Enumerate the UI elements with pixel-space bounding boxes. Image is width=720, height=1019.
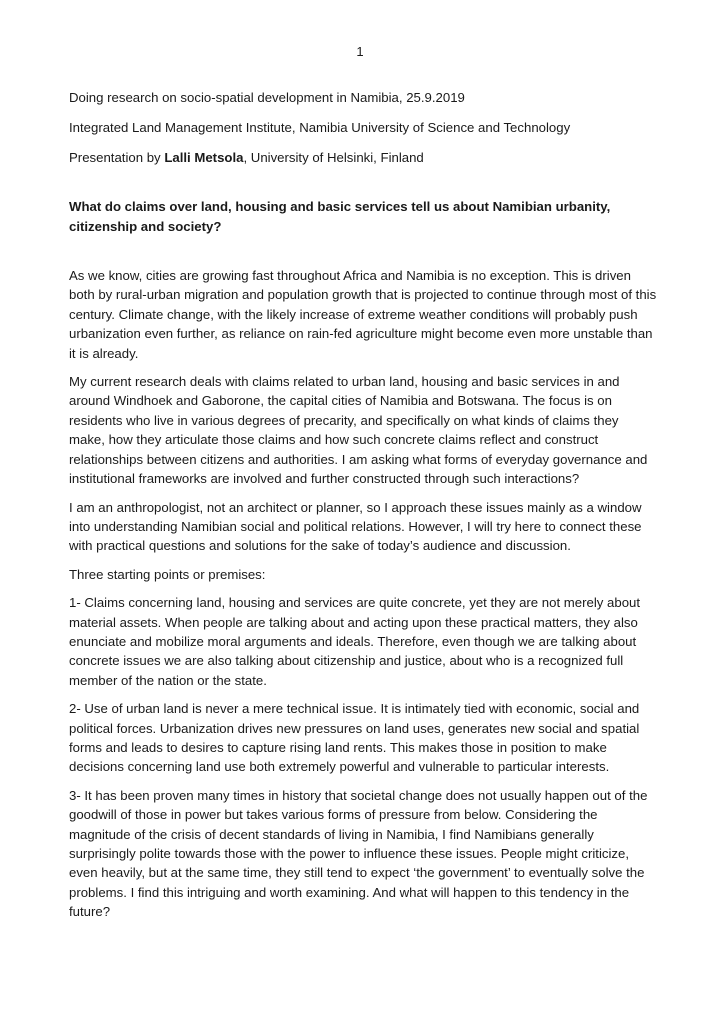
- institute-line: Integrated Land Management Institute, Namibia University of Science and Technology: [69, 119, 571, 135]
- presenter-line: [69, 148, 657, 167]
- paragraph-anthropologist: I am an anthropologist, not an architect or planner, so I approach these issues mainly as a window into understanding Namibian social and political relations. However, I will try here to connect these with practical questions and solutions for the sake of today’s audience and discussion.: [69, 499, 642, 554]
- presenter-affiliation: , University of Helsinki, Finland: [243, 149, 424, 165]
- paragraph-premise-2: 2- Use of urban land is never a mere technical issue. It is intimately tied with economic, social and political forces. Urbanization drives new pressures on land uses, generates new social and spatial forms and leads to desires to capture rising land rents. This makes those in position to make decisions concerning land use both extremely powerful and vulnerable to particular interests.: [69, 701, 640, 775]
- event-line: Doing research on socio-spatial development in Namibia, 25.9.2019: [69, 90, 465, 105]
- body-text: [69, 266, 657, 922]
- paragraph-premise-3: 3- It has been proven many times in history that societal change does not usually happen out of the goodwill of those in power but takes various forms of pressure from below. Considering the magnitude of the crisis of decent standards of living in Namibia, I find Namibians generally surprisingly polite towards those with the power to influence these issues. People might criticize, even heavily, but at the same time, they still tend to expect ‘the government’ to eventually solve the problems. I find this intriguing and worth examining. And what will happen to this tendency in the future?: [69, 787, 648, 920]
- paragraph-research: My current research deals with claims related to urban land, housing and basic services in and around Windhoek and Gaborone, the capital cities of Namibia and Botswana. The focus is on residents who live in various degrees of precarity, and specifically on what kinds of claims they make, how they articulate those claims and how such concrete claims reflect and construct relationships between citizens and authorities. I am asking what forms of everyday governance and institutional frameworks are involved and further constructed through such interactions?: [69, 374, 648, 487]
- document-body: [69, 88, 657, 931]
- page-number: 1: [356, 44, 364, 59]
- paragraph-intro: As we know, cities are growing fast throughout Africa and Namibia is no exception. This is driven both by rural-urban migration and population growth that is projected to continue through most of this century. Climate change, with the likely increase of extreme weather conditions will probably push urbanization even further, as reliance on rain-fed agriculture might become even more unstable than it is already.: [69, 268, 657, 361]
- paragraph-premise-1: 1- Claims concerning land, housing and services are quite concrete, yet they are not merely about material assets. When people are talking about and acting upon these practical matters, they also enunciate and mobilize moral arguments and ideals. Therefore, even though we are talking about concrete issues we are also talking about citizenship and justice, about who is a recognized full member of the nation or the state.: [69, 595, 641, 688]
- research-question-heading: What do claims over land, housing and basic services tell us about Namibian urbanity, citizenship and society?: [69, 199, 611, 234]
- paragraph-premises-intro: Three starting points or premises:: [69, 566, 266, 582]
- header-block: [69, 88, 657, 167]
- presenter-name: Lalli Metsola: [164, 149, 244, 165]
- presenter-prefix: Presentation by: [69, 149, 165, 165]
